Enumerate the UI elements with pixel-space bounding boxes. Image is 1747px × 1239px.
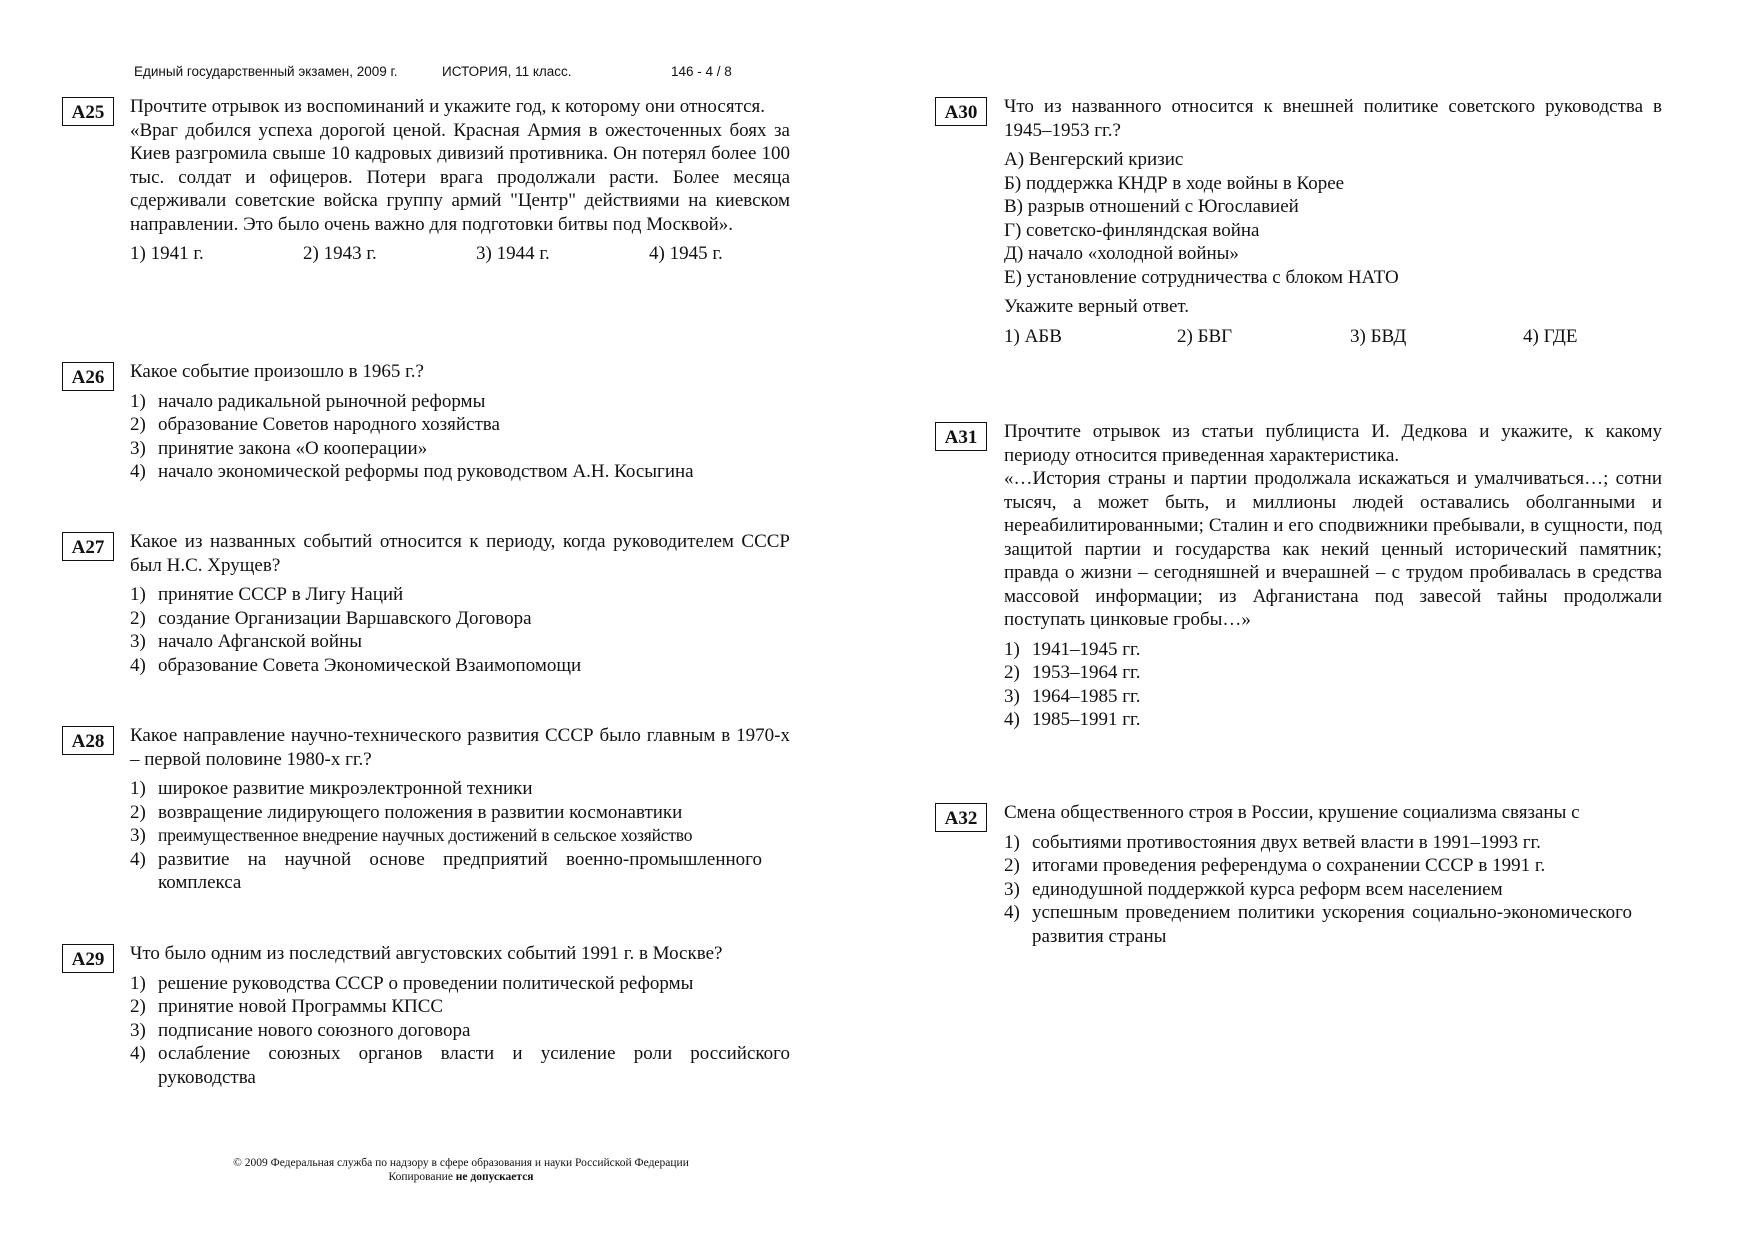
answer-option[interactable]: 4) успешным проведением политики ускорения социально-экономического развития страны (1004, 902, 1632, 947)
answer-option[interactable]: 2) 1953–1964 гг. (1004, 662, 1141, 683)
answer-option[interactable]: 1) принятие СССР в Лигу Наций (130, 584, 404, 605)
answer-option[interactable]: 1) АБВ (1004, 325, 1062, 347)
answer-option[interactable]: 4) развитие на научной основе предприятий военно-промышленного комплекса (130, 848, 762, 893)
event-item: Е) установление сотрудничества с блоком НАТО (1004, 266, 1399, 288)
question-stem: Что из названного относится к внешней политике советского руководства в 1945–1953 гг.? (1004, 96, 1662, 141)
answer-option[interactable]: 3) начало Афганской войны (130, 631, 362, 652)
answer-options (130, 972, 790, 1090)
answer-option[interactable]: 1) начало радикальной рыночной реформы (130, 390, 486, 412)
event-list (1004, 148, 1662, 289)
answer-option[interactable]: 3) 1944 г. (476, 243, 550, 264)
question-stem: Что было одним из последствий августовских событий 1991 г. в Москве? (130, 943, 723, 964)
answer-options (130, 390, 790, 484)
answer-option[interactable]: 4) ослабление союзных органов власти и усиление роли российского руководства (130, 1043, 790, 1088)
answer-option[interactable]: 3) подписание нового союзного договора (130, 1019, 471, 1041)
answer-option[interactable]: 1) решение руководства СССР о проведении политической реформы (130, 972, 694, 994)
answer-option[interactable]: 2) БВГ (1177, 325, 1233, 347)
event-item: А) Венгерский кризис (1004, 149, 1184, 170)
question-stem: Смена общественного строя в России, крушение социализма связаны с (1004, 802, 1580, 823)
answer-option[interactable]: 4) 1945 г. (649, 243, 723, 264)
event-item: Б) поддержка КНДР в ходе войны в Корее (1004, 172, 1345, 194)
question-label: А26 (62, 362, 114, 391)
answer-option[interactable]: 3) преимущественное внедрение научных достижений в сельское хозяйство (130, 825, 693, 846)
answer-option[interactable]: 3) единодушной поддержкой курса реформ всем населением (1004, 878, 1503, 900)
question-stem: Прочтите отрывок из воспоминаний и укажите год, к которому они относятся. (130, 96, 766, 117)
question-label: А32 (935, 803, 987, 832)
answer-option[interactable]: 4) начало экономической реформы под руководством А.Н. Косыгина (130, 461, 694, 482)
answer-options (1004, 831, 1662, 949)
answer-option[interactable]: 2) образование Советов народного хозяйства (130, 414, 500, 435)
answer-option[interactable]: 2) возвращение лидирующего положения в развитии космонавтики (130, 801, 683, 823)
answer-options (130, 777, 790, 895)
answer-option[interactable]: 1) событиями противостояния двух ветвей власти в 1991–1993 гг. (1004, 831, 1541, 853)
answer-option[interactable]: 2) 1943 г. (303, 243, 377, 264)
answer-prompt: Укажите верный ответ. (1004, 296, 1190, 317)
answer-option[interactable]: 4) образование Совета Экономической Взаимопомощи (130, 654, 582, 676)
question-stem: Какое из названных событий относится к периоду, когда руководителем СССР был Н.С. Хрущев? (130, 531, 790, 576)
page-footer (196, 1156, 726, 1184)
question-label: А27 (62, 532, 114, 561)
answer-option[interactable]: 1) 1941–1945 гг. (1004, 638, 1141, 660)
answer-options (130, 242, 790, 266)
answer-options (1004, 638, 1662, 732)
exam-title: Единый государственный экзамен, 2009 г. (134, 64, 398, 79)
answer-option[interactable]: 1) широкое развитие микроэлектронной техники (130, 778, 533, 799)
answer-option[interactable]: 4) 1985–1991 гг. (1004, 709, 1141, 730)
copyright-line: © 2009 Федеральная служба по надзору в сфере образования и науки Российской Федерации (233, 1157, 689, 1169)
copy-notice: Копирование не допускается (388, 1171, 534, 1183)
page-number: 146 - 4 / 8 (671, 64, 732, 79)
answer-option[interactable]: 1) 1941 г. (130, 243, 204, 264)
question-stem: Какое направление научно-технического развития СССР было главным в 1970-х – первой половине 1980-х гг.? (130, 725, 790, 770)
question-label: А25 (62, 97, 114, 126)
answer-option[interactable]: 3) принятие закона «О кооперации» (130, 437, 428, 459)
answer-option[interactable]: 3) БВД (1350, 325, 1407, 347)
quote-passage: «…История страны и партии продолжала искажаться и умалчиваться…; сотни тысяч, а может быть, и миллионы людей оставались оболганными и нереабилитированными; Сталин и его сподвижники пребывали, в сущности, под защитой партии и государства как некий ценный исторический памятник; правда о жизни – сегодняшней и вчерашней – с трудом пробивалась в средства массовой информации; из Афганистана под завесой тайны продолжали поступать цинковые гробы…» (1004, 468, 1662, 630)
answer-option[interactable]: 3) 1964–1985 гг. (1004, 685, 1141, 707)
subject-title: ИСТОРИЯ, 11 класс. (442, 64, 572, 79)
event-item: Г) советско-финляндская война (1004, 219, 1260, 241)
question-label: А28 (62, 726, 114, 755)
answer-options (130, 583, 790, 677)
question-label: А31 (935, 422, 987, 451)
event-item: В) разрыв отношений с Югославией (1004, 196, 1299, 217)
question-stem: Прочтите отрывок из статьи публициста И. Дедкова и укажите, к какому периоду относится приведенная характеристика. (1004, 421, 1662, 466)
answer-options (1004, 325, 1662, 349)
question-label: А30 (935, 97, 987, 126)
answer-option[interactable]: 2) итогами проведения референдума о сохранении СССР в 1991 г. (1004, 855, 1546, 876)
answer-option[interactable]: 2) создание Организации Варшавского Договора (130, 607, 532, 629)
question-stem: Какое событие произошло в 1965 г.? (130, 361, 424, 382)
event-item: Д) начало «холодной войны» (1004, 243, 1239, 264)
answer-option[interactable]: 4) ГДЕ (1523, 325, 1578, 347)
question-label: А29 (62, 944, 114, 973)
quote-passage: «Враг добился успеха дорогой ценой. Красная Армия в ожесточенных боях за Киев разгромила свыше 10 кадровых дивизий противника. Он потерял более 100 тыс. солдат и офицеров. Потери врага продолжали расти. Более месяца сдерживали советские войска группу армий "Центр" действиями на киевском направлении. Это было очень важно для подготовки битвы под Москвой». (130, 119, 790, 235)
answer-option[interactable]: 2) принятие новой Программы КПСС (130, 996, 444, 1017)
